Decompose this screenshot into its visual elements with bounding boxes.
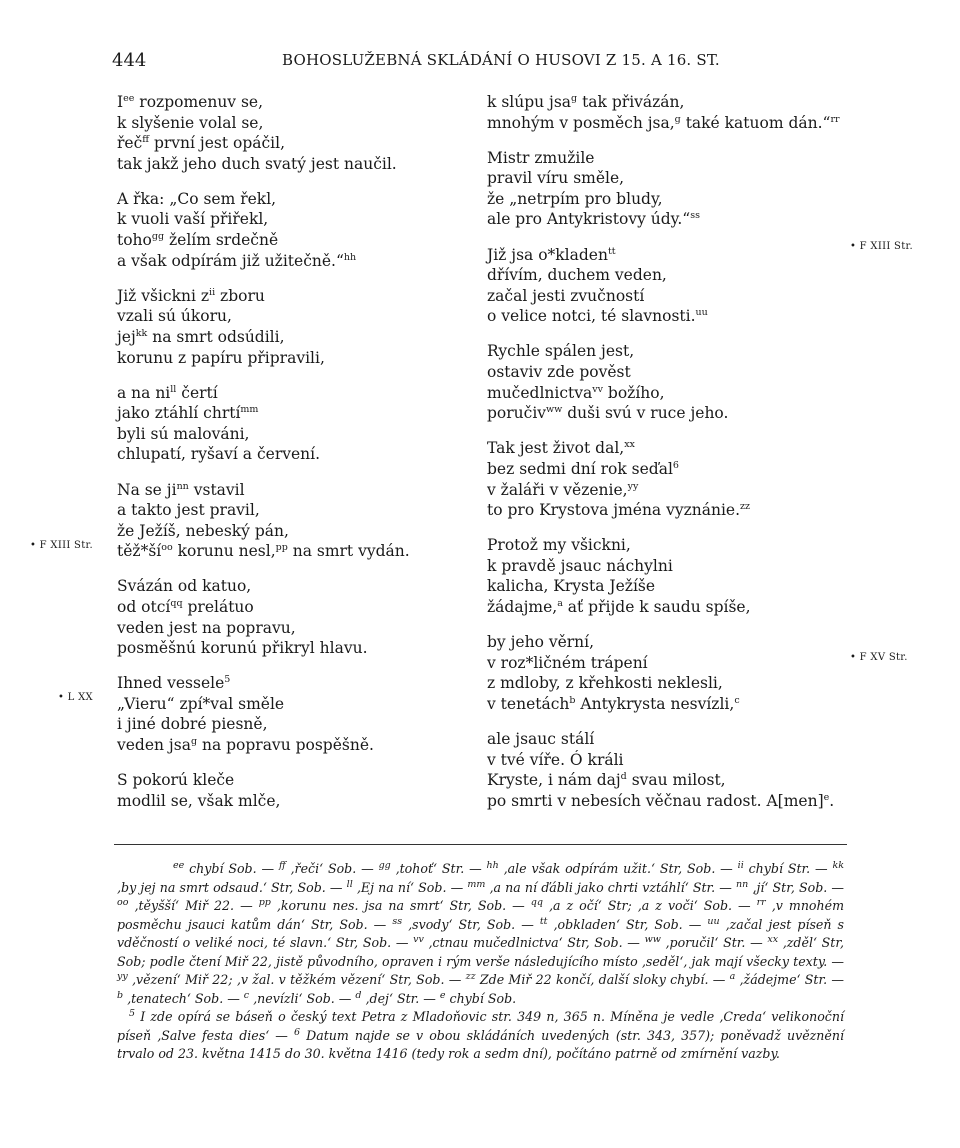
- footnote-marker: b: [117, 989, 124, 1001]
- verse-line: tak jakž jeho duch svatý jest naučil.: [117, 154, 397, 173]
- footnote-marker: ff: [278, 859, 286, 871]
- right-stanza-8: [487, 729, 857, 811]
- verse-line: Kryste, i nám daj$^d$ svau milost,: [487, 770, 726, 790]
- footnote-marker: 5: [224, 674, 231, 686]
- footnote-marker: ee: [123, 92, 135, 104]
- verse-line: jako ztáhlí chrtí$^{mm}$: [117, 404, 259, 423]
- verse-line: Protož my všickni,: [487, 536, 631, 555]
- verse-line: a však odpírám již užitečně.“$^{hh}$: [117, 251, 357, 270]
- verse-line: mnohým v posměch jsa,$^g$ také katuom dán.“$^{rr}$: [487, 113, 840, 132]
- footnote-marker: xx: [767, 933, 779, 945]
- verse-line: Tak jest život dal,$^{xx}$: [487, 439, 635, 458]
- footnote-marker: qq: [530, 896, 543, 908]
- footnote-marker: uu: [707, 915, 720, 927]
- verse-line: veden jsa$^g$ na popravu pospěšně.: [117, 735, 374, 755]
- verse-line: jej$^{kk}$ na smrt odsúdili,: [117, 327, 285, 346]
- page-number: 444: [112, 50, 147, 71]
- left-stanza-6: [117, 576, 467, 658]
- footnote-divider: [114, 844, 847, 845]
- footnote-marker: tt: [607, 245, 616, 257]
- verse-line: že „netrpím pro bludy,: [487, 189, 663, 208]
- verse-line: že Ježíš, nebeský pán,: [117, 521, 289, 540]
- footnote-marker: 5: [129, 1007, 136, 1019]
- footnote-marker: rr: [756, 896, 766, 908]
- footnote-marker: oo: [117, 896, 129, 908]
- footnote-marker: ww: [546, 404, 563, 416]
- verse-line: to pro Krystova jména vyznánie.$^{zz}$: [487, 500, 751, 520]
- verse-line: v tvé víře. Ó králi: [487, 750, 624, 769]
- right-column: [487, 92, 857, 826]
- footnote-marker: zz: [740, 500, 751, 512]
- verse-line: toho$^{gg}$ želím srdečně: [117, 230, 279, 250]
- verse-line: $I^{ee}$ rozpomenuv se,: [117, 92, 264, 111]
- right-stanza-1: [487, 92, 857, 133]
- footnote-marker: a: [729, 970, 736, 982]
- footnote-marker: ww: [644, 933, 661, 945]
- verse-line: Rychle spálen jest,: [487, 342, 635, 361]
- footnote-marker: 6: [293, 1026, 301, 1038]
- left-stanza-3: [117, 286, 467, 368]
- verse-line: Již jsa o*kladen$^{tt}$: [487, 245, 616, 264]
- verse-line: v žaláři v vězenie,$^{yy}$: [487, 480, 639, 499]
- right-stanza-3: [487, 245, 857, 327]
- footnote-marker: vv: [413, 933, 424, 945]
- margin-note-left-2: • L XX: [58, 692, 93, 703]
- footnote-marker: nn: [176, 480, 189, 492]
- verse-line: z mdloby, z křehkosti neklesli,: [487, 674, 723, 693]
- left-stanza-7: [117, 673, 467, 755]
- verse-line: a takto jest pravil,: [117, 501, 260, 520]
- footnote-marker: gg: [378, 859, 391, 871]
- verse-line: korunu z papíru připravili,: [117, 348, 325, 367]
- footnote-marker: pp: [258, 896, 271, 908]
- running-title: BOHOSLUŽEBNÁ SKLÁDÁNÍ O HUSOVI Z 15. A 16. ST.: [282, 51, 720, 69]
- verse-line: řeč$^{ff}$ první jest opáčil,: [117, 134, 286, 153]
- verse-line: S pokorú kleče: [117, 771, 235, 790]
- left-column: [117, 92, 467, 826]
- footnote-marker: g: [674, 113, 681, 125]
- footnote-marker: kk: [135, 327, 148, 339]
- footnote-marker: a: [557, 597, 563, 609]
- verse-line: kalicha, Krysta Ježíše: [487, 577, 656, 596]
- footnote-marker: e: [823, 791, 830, 803]
- margin-note-right-1: • F XIII Str.: [850, 241, 913, 252]
- verse-line: v roz*ličném trápení: [487, 653, 648, 672]
- footnote-marker: g: [190, 735, 198, 747]
- verse-line: žádajme,$^a$ ať přijde k saudu spíše,: [487, 597, 751, 616]
- footnote-marker: kk: [832, 859, 844, 871]
- verse-line: v tenetách$^b$ Antykrysta nesvízli,$^c$: [487, 694, 740, 713]
- footnote-marker: ee: [173, 859, 185, 871]
- verse-line: k pravdě jsauc náchylni: [487, 556, 673, 575]
- verse-line: k slyšenie volal se,: [117, 113, 264, 132]
- footnote-marker: yy: [627, 480, 639, 492]
- footnote-marker: ll: [170, 383, 177, 395]
- page-header: [112, 50, 852, 74]
- right-stanza-6: [487, 535, 857, 617]
- verse-line: ale jsauc stálí: [487, 729, 595, 748]
- margin-note-right-2: • F XV Str.: [850, 652, 908, 663]
- verse-line: posměšnú korunú přikryl hlavu.: [117, 639, 368, 658]
- verse-line: ale pro Antykristovy údy.“$^{ss}$: [487, 210, 700, 229]
- footnote-marker: ll: [346, 878, 353, 890]
- verse-line: dřívím, duchem veden,: [487, 266, 667, 285]
- footnote-marker: ff: [142, 134, 150, 146]
- verse-line: modlil se, však mlče,: [117, 791, 281, 810]
- footnote-marker: ii: [737, 859, 744, 871]
- verse-line: začal jesti zvučností: [487, 286, 645, 305]
- verse-line: A řka: „Co sem řekl,: [117, 189, 277, 208]
- verse-line: $těž*ší^{oo}$ korunu nesl,$^{pp}$ na smrt vydán.: [117, 542, 410, 561]
- footnote-marker: c: [734, 694, 740, 706]
- verse-line: byli sú malováni,: [117, 424, 250, 443]
- verse-line: Ihned vessele$^5$: [117, 674, 231, 693]
- footnote-paragraph-notes: $^5$ I zde opírá se báseň o český text Petra z Mladoňovic str. 349 n, 365 n. Míněna je vedle ‚Creda‘ velikonoční píseň ‚Salve festa dies‘ — $^6$ Datum najde se v obou skládáních uvedených (str. 343, 357); poněvadž uvěznění trvalo od 23. května 1415 do 30. května 1416 (tedy rok a sedm dní), počítáno patrně od zmírnění vazby.: [117, 1007, 844, 1061]
- left-stanza-1: [117, 92, 467, 174]
- verse-line: Na se $ji^{nn}$ vstavil: [117, 480, 245, 499]
- verse-line: i jiné dobré piesně,: [117, 715, 268, 734]
- footnote-marker: g: [571, 92, 578, 104]
- verse-line: a na $ni^{ll}$ čertí: [117, 383, 218, 402]
- footnote-marker: uu: [695, 307, 708, 319]
- verse-line: pravil víru směle,: [487, 169, 625, 188]
- verse-line: mučedlnictva$^{vv}$ božího,: [487, 383, 665, 402]
- footnote-marker: oo: [161, 542, 173, 554]
- footnote-marker: xx: [624, 439, 635, 451]
- footnote-marker: zz: [465, 970, 476, 982]
- verse-line: po smrti v nebesích věčnau radost. A[men]$^e$.: [487, 791, 835, 810]
- left-stanza-4: [117, 383, 467, 465]
- left-stanza-2: [117, 189, 467, 271]
- verse-line: ostaviv zde pověst: [487, 363, 631, 382]
- verse-line: chlupatí, ryšaví a červení.: [117, 445, 321, 464]
- right-stanza-7: [487, 632, 857, 714]
- footnote-marker: pp: [275, 542, 288, 554]
- footnote-paragraph-variants: $^{ee}$ chybí Sob. — $^{ff}$ ‚řeči‘ Sob. — $^{gg}$ ‚tohoť‘ Str. — $^{hh}$ ‚ale však odpírám užit.‘ Str, Sob. — $^{ii}$ chybí Str. — $^{kk}$ ‚by jej na smrt odsaud.‘ Str, Sob. — $^{ll}$ ‚Ej na ní‘ Sob. — $^{mm}$ ‚a na ní ďábli jako chrti vztáhlí‘ Str. — $^{nn}$ ‚jí‘ Str, Sob. — $^{oo}$ ‚těyšší‘ Miř 22. — $^{pp}$ ‚korunu nes. jsa na smrt‘ Str, Sob. — $^{qq}$ ‚a z očí‘ Str; ‚a z voči‘ Sob. — $^{rr}$ ‚v mnohém posměchu jsauci katům dán‘ Str, Sob. — $^{ss}$ ‚svody‘ Str, Sob. — $^{tt}$ ‚obkladen‘ Str, Sob. — $^{uu}$ ‚začal jest píseň s vděčností o veliké noci, té slavn.‘ Str, Sob. — $^{vv}$ ‚ctnau mučedlnictva‘ Str, Sob. — $^{ww}$ ‚poručil‘ Str. — $^{xx}$ ‚zděl‘ Str, Sob; podle čtení Miř 22, jistě původního, opraven i rým verše následujícího místo ‚seděl‘, jak mají všecky texty. — $^{yy}$ ‚vězení‘ Miř 22; ‚v žal. v těžkém vězení‘ Str, Sob. — $^{zz}$ Zde Miř 22 končí, další sloky chybí. — $^a$ ‚žádejme‘ Str. — $^b$ ‚tenatech‘ Sob. — $^c$ ‚nevízli‘ Sob. — $^d$ ‚dej‘ Str. — $^e$ chybí Sob.: [117, 859, 845, 1006]
- verse-line: poručiv$^{ww}$ duši svú v ruce jeho.: [487, 404, 729, 423]
- footnote-marker: ss: [690, 210, 700, 222]
- verse-line: bez sedmi dní rok seďal$^6$: [487, 459, 679, 478]
- footnote-marker: rr: [830, 113, 840, 125]
- footnote-marker: mm: [467, 878, 486, 890]
- footnote-marker: vv: [592, 383, 603, 395]
- verse-line: k vuoli vaší přiřekl,: [117, 210, 269, 229]
- verse-line: k slúpu jsa$^g$ tak přivázán,: [487, 92, 685, 111]
- right-stanza-4: [487, 341, 857, 423]
- verse-line: o velice notci, té slavnosti.$^{uu}$: [487, 307, 708, 326]
- right-stanza-5: [487, 438, 857, 520]
- footnote-marker: d: [355, 989, 362, 1001]
- footnote-marker: ii: [209, 286, 216, 298]
- verse-line: vzali sú úkoru,: [117, 307, 232, 326]
- footnote-marker: 6: [672, 459, 679, 471]
- footnote-marker: b: [569, 694, 576, 706]
- footnote-marker: mm: [240, 404, 259, 416]
- footnote-marker: hh: [343, 251, 357, 263]
- footnote-marker: d: [620, 770, 627, 782]
- verse-line: „Vieru“ zpí*val směle: [117, 694, 285, 713]
- footnote-marker: ss: [392, 915, 403, 927]
- footnotes: [117, 860, 844, 1064]
- verse-line: veden jest na popravu,: [117, 618, 296, 637]
- footnote-marker: hh: [486, 859, 499, 871]
- verse-line: Mistr zmužile: [487, 148, 595, 167]
- footnote-marker: tt: [539, 915, 548, 927]
- footnote-marker: yy: [117, 970, 128, 982]
- margin-note-left-1: • F XIII Str.: [30, 540, 93, 551]
- footnote-marker: e: [439, 989, 446, 1001]
- verse-line: Již všickni $z^{ii}$ zboru: [117, 286, 265, 305]
- left-stanza-5: [117, 480, 467, 562]
- left-stanza-8: [117, 770, 467, 811]
- verse-line: od otcí$^{qq}$ prelátuo: [117, 597, 254, 616]
- footnote-marker: c: [243, 989, 250, 1001]
- footnote-marker: gg: [151, 230, 165, 242]
- verse-line: by jeho věrní,: [487, 633, 595, 652]
- verse-line: Svázán od katuo,: [117, 577, 252, 596]
- footnote-marker: qq: [170, 597, 183, 609]
- footnote-marker: nn: [736, 878, 749, 890]
- right-stanza-2: [487, 148, 857, 230]
